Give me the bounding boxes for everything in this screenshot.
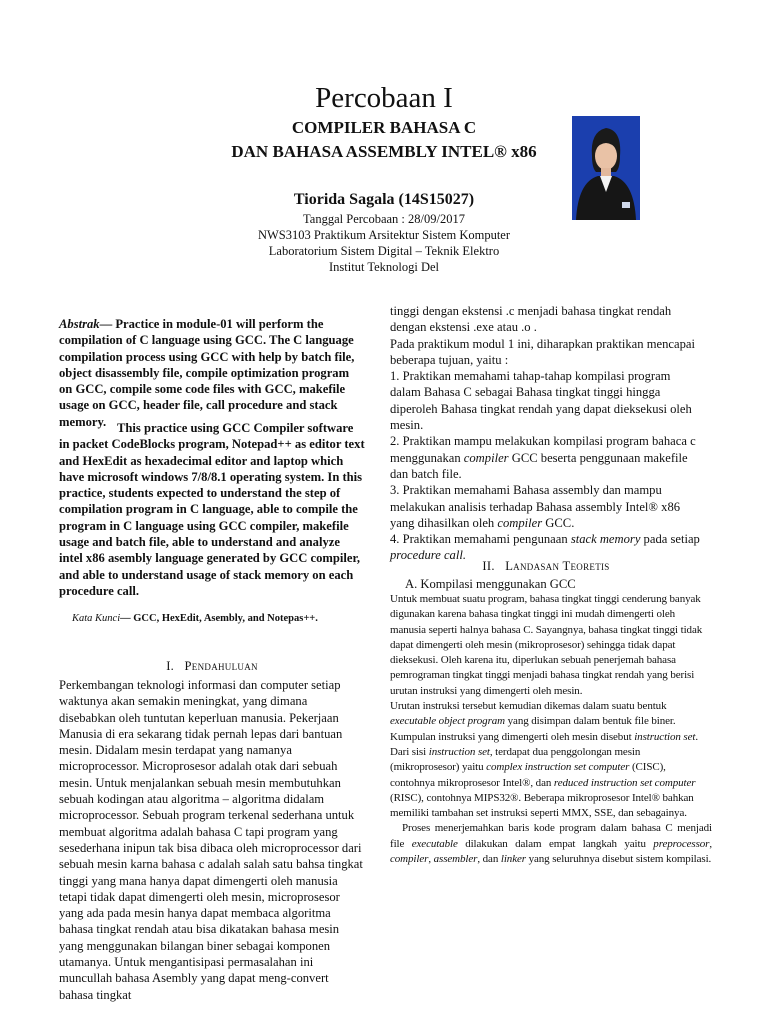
section-2-para-2: Urutan instruksi tersebut kemudian dikemas dalam suatu bentuk executable object program yang disimpan dalam bentuk file biner. bbox=[390, 700, 676, 728]
abstract-text-1: Practice in module-01 will perform the compilation of C language using GCC. The C language compilation process using GCC with help by batch file, object disassembly file, compile optimization program on GCC, compile some code files with GCC, makefile usage on GCC, header file, call procedure and stack memory. bbox=[59, 317, 355, 429]
section-2-para-1: Untuk membuat suatu program, bahasa tingkat tinggi cenderung banyak digunakan karena bahasa tingkat tinggi ini mudah dimengerti oleh manusia seperti halnya bahasa C. Sayangnya, bahasa tingkat tinggi tidak dapat dimengerti oleh mesin (mikroprosesor) sehingga tidak dapat dieksekusi. Oleh karena itu, diperlukan sebuah penerjemah bahasa pemrograman tingkat tinggi menjadi bahasa tingkat rendah yang berisi urutan instruksi yang dimengerti oleh mesin. bbox=[390, 593, 703, 697]
author-photo bbox=[572, 116, 640, 220]
section-1-heading: I. Pendahuluan bbox=[166, 659, 258, 673]
objective-1: 1. Praktikan memahami tahap-tahap kompilasi program dalam Bahasa C sebagai Bahasa tingkat tinggi hingga diperoleh Bahasa tingkat rendah yang dapat dieksekusi oleh mesin. bbox=[390, 369, 692, 433]
section-1-body: Perkembangan teknologi informasi dan computer setiap waktunya akan semakin meningkat, yang dimana disebabkan oleh tuntutan keperluan manusia. Pekerjaan Manusia di era sekarang tidak pernah lepas dari bantuan mesin. Didalam mesin terdapat yang namanya microprocessor. Microprosesor adalah otak dari sebuah mesin. Untuk menjalankan sebuah mesin membutuhkan sebuah kodingan atau algoritma – algoritma didalam microprocessor. Sebuah program terkenal sederhana untuk membuat algoritma adalah bahasa C tapi program yang sesederhana inipun tak bisa dibaca oleh microprocessor dari sebuah mesin karna bahasa c adalah salah satu bahsa tingkat tinggi yang mana hanya dapat dimengerti oleh manusia tetapi tidak dapat dimengerti oleh mesin, microprosesor yang ada pada mesin hanya dapat membaca algoritma bahasa tingkat rendah atau bisa dikatakan bahasa mesin yang menggunakan bilangan biner sebagai komponen utamanya. Untuk mengantisipasi permasalahan ini muncullah bahasa Asembly yang dapat meng-convert bahasa tingkat bbox=[59, 678, 363, 1002]
objective-2: 2. Praktikan mampu melakukan kompilasi program bahaca c menggunakan compiler GCC beserta penggunaan makefile dan batch file. bbox=[390, 434, 696, 481]
paper-subtitle-line1: COMPILER BAHASA C bbox=[291, 118, 477, 137]
abstract-paragraph-1: Abstrak— Practice in module-01 will perform the compilation of C language using GCC. The C language compilation process using GCC with help by batch file, object disassembly file, compile optimization program on GCC, compile some code files with GCC, makefile usage on GCC, header file, call procedure and stack memory. bbox=[59, 317, 355, 429]
abstract-label: Abstrak bbox=[59, 317, 100, 331]
intro-continuation: tinggi dengan ekstensi .c menjadi bahasa tingkat rendah dengan ekstensi .exe atau .o . Pada praktikum modul 1 ini, diharapkan praktikan mencapai beberapa tujuan, yaitu : 1. Praktikan memahami tahap-tahap kompilasi program dalam Bahasa C sebagai Bahasa tingkat tinggi hingga diperoleh Bahasa tingkat rendah yang dapat dieksekusi oleh mesin. 2. Praktikan mampu melakukan kompilasi program bahaca c menggunakan compiler GCC beserta penggunaan makefile dan batch file. 3. Praktikan memahami Bahasa assembly dan mampu melakukan analisis terhadap Bahasa assembly Intel® x86 yang dihasilkan oleh compiler GCC. 4. Praktikan memahami pengunaan stack memory pada setiap procedure call. bbox=[390, 303, 702, 564]
experiment-date: Tanggal Percobaan : 28/09/2017 bbox=[303, 212, 465, 226]
author-name: Tiorida Sagala (14S15027) bbox=[293, 191, 475, 208]
paper-subtitle-line2: DAN BAHASA ASSEMBLY INTEL® x86 bbox=[231, 142, 537, 161]
subsection-a-heading: A. Kompilasi menggunakan GCC bbox=[405, 577, 576, 591]
institution: Institut Teknologi Del bbox=[329, 260, 439, 274]
laboratory: Laboratorium Sistem Digital – Teknik Elektro bbox=[268, 244, 500, 258]
keywords-text: GCC, HexEdit, Asembly, and Notepas++. bbox=[133, 613, 318, 624]
section-2-para-4: Proses menerjemahkan baris kode program dalam bahasa C menjadi file executable dilakukan dalam empat langkah yaitu preprocessor, compiler, assembler, dan linker yang seluruhnya disebut sistem kompilasi. bbox=[390, 822, 712, 866]
objective-4: 4. Praktikan memahami pengunaan stack memory pada setiap procedure call. bbox=[390, 532, 700, 563]
course-code: NWS3103 Praktikum Arsitektur Sistem Komputer bbox=[257, 228, 511, 242]
keywords: Kata Kunci— GCC, HexEdit, Asembly, and Notepas++. bbox=[72, 613, 318, 624]
objective-3: 3. Praktikan memahami Bahasa assembly dan mampu melakukan analisis terhadap Bahasa assembly Intel® x86 yang dihasilkan oleh compiler GCC. bbox=[390, 483, 681, 530]
section-2-title: Landasan Teoretis bbox=[505, 559, 610, 573]
keywords-label: Kata Kunci bbox=[72, 613, 121, 624]
abstract-paragraph-2: This practice using GCC Compiler software in packet CodeBlocks program, Notepad++ as editor text and HexEdit as hexadecimal editor and laptop which have microsoft windows 7/8/8.1 operating system. In this practice, students expected to understand the step of compilation program in C language, able to compile the program in C language using GCC compiler, makefile usage and batch file, able to understand and analyze intel x86 asembly language generated by GCC compiler, and able to understand usage of stack memory on each procedure call. bbox=[59, 421, 365, 598]
section-2-body bbox=[390, 592, 712, 867]
paper-title: Percobaan I bbox=[315, 82, 453, 114]
section-2-heading: II. Landasan Teoretis bbox=[482, 559, 610, 573]
section-2-para-3: Kumpulan instruksi yang dimengerti oleh mesin disebut instruction set. Dari sisi instruction set, terdapat dua penggolongan mesin (mikroprosesor) yaitu complex instruction set computer (CISC), contohnya mikroprosesor Intel®, dan reduced instruction set computer (RISC), contohnya MIPS32®. Beberapa mikroprosesor Intel® bahkan memiliki tambahan set instruksi seperti MMX, SSE, dan sebagainya. bbox=[390, 730, 699, 820]
section-1-title: Pendahuluan bbox=[184, 659, 258, 673]
